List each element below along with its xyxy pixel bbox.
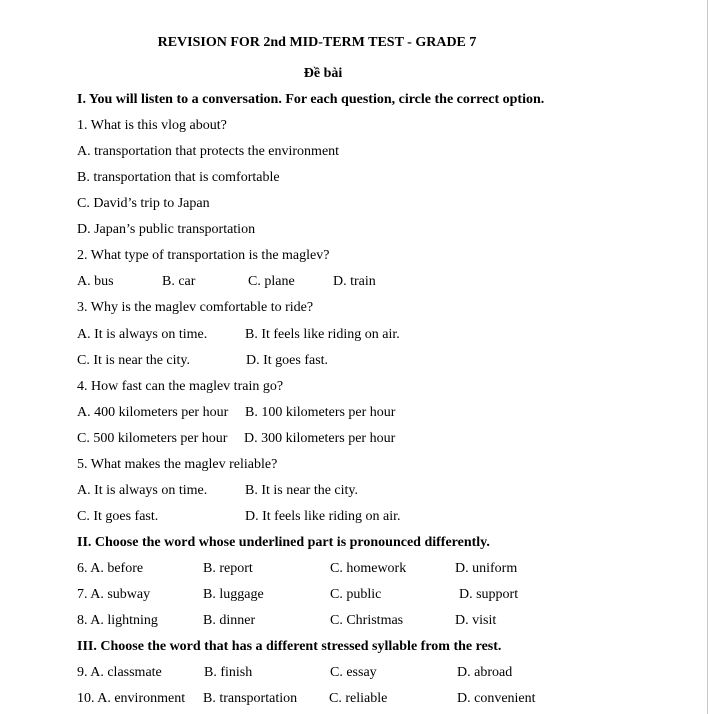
q9-option-d: D. abroad [457,665,513,680]
q6-option-c: C. homework [330,561,407,576]
q9-option-a: 9. A. classmate [77,665,162,680]
document-subtitle: Đề bài [303,66,343,81]
q7-option-b: B. luggage [203,587,264,602]
question-4: 4. How fast can the maglev train go? [77,379,284,394]
q8-option-d: D. visit [455,613,497,628]
question-1: 1. What is this vlog about? [77,118,227,133]
q4-option-a: A. 400 kilometers per hour [77,405,229,420]
q8-option-b: B. dinner [203,613,256,628]
q1-option-a: A. transportation that protects the environment [77,144,340,159]
q8-option-c: C. Christmas [330,613,404,628]
q6-option-a: 6. A. before [77,561,144,576]
question-5: 5. What makes the maglev reliable? [77,457,278,472]
q4-option-b: B. 100 kilometers per hour [245,405,396,420]
q2-option-b: B. car [162,274,196,289]
q3-option-a: A. It is always on time. [77,327,208,342]
question-2: 2. What type of transportation is the maglev? [77,248,330,263]
q4-option-c: C. 500 kilometers per hour [77,431,228,446]
q10-option-d: D. convenient [457,691,536,706]
q7-option-a: 7. A. subway [77,587,151,602]
q5-option-d: D. It feels like riding on air. [245,509,401,524]
q6-option-d: D. uniform [455,561,518,576]
q10-option-a: 10. A. environment [77,691,186,706]
q5-option-b: B. It is near the city. [245,483,359,498]
page-edge-divider [707,0,708,714]
q10-option-b: B. transportation [203,691,298,706]
question-3: 3. Why is the maglev comfortable to ride? [77,300,314,315]
q2-option-d: D. train [333,274,376,289]
part3-heading: III. Choose the word that has a different stressed syllable from the rest. [77,639,502,654]
q1-option-b: B. transportation that is comfortable [77,170,280,185]
q7-option-c: C. public [330,587,382,602]
q7-option-d: D. support [459,587,519,602]
q1-option-c: C. David’s trip to Japan [77,196,210,211]
part2-heading: II. Choose the word whose underlined part is pronounced differently. [77,535,490,550]
q9-option-b: B. finish [204,665,253,680]
q3-option-d: D. It goes fast. [246,353,329,368]
q10-option-c: C. reliable [329,691,388,706]
q8-option-a: 8. A. lightning [77,613,158,628]
q1-option-d: D. Japan’s public transportation [77,222,256,237]
q3-option-b: B. It feels like riding on air. [245,327,400,342]
q4-option-d: D. 300 kilometers per hour [244,431,396,446]
q9-option-c: C. essay [330,665,377,680]
q6-option-b: B. report [203,561,253,576]
q5-option-a: A. It is always on time. [77,483,208,498]
q3-option-c: C. It is near the city. [77,353,191,368]
q2-option-c: C. plane [248,274,295,289]
part1-heading: I. You will listen to a conversation. For each question, circle the correct option. [77,92,545,107]
q2-option-a: A. bus [77,274,114,289]
q5-option-c: C. It goes fast. [77,509,159,524]
document-title: REVISION FOR 2nd MID-TERM TEST - GRADE 7 [157,35,477,50]
